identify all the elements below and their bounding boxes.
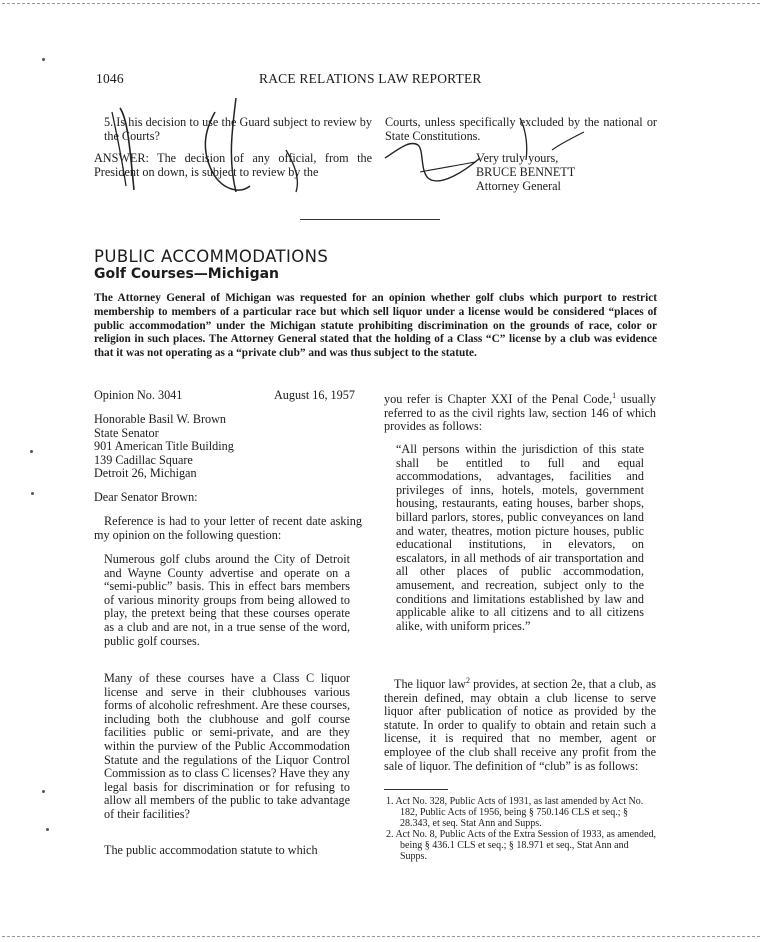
- section-subtitle: Golf Courses—Michigan: [94, 266, 280, 282]
- statute-reference: you refer is Chapter XXI of the Penal Code,$^1$ usually referred to as the civil rights law, section 146 of which provides as follows:: [384, 391, 656, 434]
- address-line: State Senator: [94, 425, 159, 440]
- page-number: 1046: [96, 71, 124, 86]
- opinion-number: Opinion No. 3041: [94, 388, 183, 402]
- signer-name: BRUCE BENNETT: [476, 165, 576, 179]
- reference-paragraph: Reference is had to your letter of recent date asking my opinion on the following question:: [94, 514, 362, 542]
- closing: Very truly yours,: [476, 151, 559, 165]
- statute-quote: “All persons within the jurisdiction of this state shall be entitled to full and equal accommodations, advantages, facilities and privileges of inns, hotels, motels, government housing, restaurants, eating houses, barber shops, billard parlors, stores, public conveyances on land and water, theatres, motion picture houses, public educational institutions, in elevators, on escalators, in all methods of air transportation and all other places of public accommodation, amusement, and recreation, subject only to the conditions and limitations established by law and applicable alike to all citizens and to all citizens alike, with uniform prices.”: [396, 442, 644, 633]
- address-line: 139 Cadillac Square: [94, 452, 193, 467]
- address-line: Honorable Basil W. Brown: [94, 412, 227, 426]
- prior-continuation: Courts, unless specifically excluded by the national or State Constitutions.: [385, 115, 657, 143]
- footnotes: [386, 796, 656, 862]
- footnote-ref-2: 2: [465, 676, 470, 685]
- footnote: 1. Act No. 328, Public Acts of 1931, as last amended by Act No. 182, Public Acts of 1956, being § 750.146 CLS et seq.; § 28.343, et seq. Stat Ann and Supps.: [386, 796, 644, 829]
- opinion-date: August 16, 1957: [274, 388, 355, 402]
- scan-speck: [31, 492, 34, 495]
- section-divider: [300, 219, 440, 220]
- answer-text: The decision of any official, from the President on down, is subject to review by the: [94, 151, 373, 179]
- answer-label: ANSWER:: [94, 151, 149, 165]
- scan-edge-bottom: [2, 936, 760, 937]
- liquor-law-paragraph: The liquor law$^2$ provides, at section 2e, that a club, as therein defined, may obtain a club license to serve liquor after publication of notice as provided by the statute. In order to qualify to obtain and retain such a license, it is required that no member, agent or employee of the club shall receive any profit from the sale of liquor. The definition of “club” is as follows:: [384, 676, 656, 773]
- address-line: Detroit 26, Michigan: [94, 466, 197, 481]
- section-title: PUBLIC ACCOMMODATIONS: [94, 247, 329, 266]
- address-block: [94, 413, 364, 481]
- footnote: 2. Act No. 8, Public Acts of the Extra Session of 1933, as amended, being § 436.1 CLS et seq.; § 18.971 et seq., Stat Ann and Supps.: [386, 829, 656, 862]
- footnote-ref-1: 1: [612, 391, 617, 400]
- question-quote-1: Numerous golf clubs around the City of Detroit and Wayne County advertise and operate on a “semi-public” basis. This in effect bars members of various minority groups from being allowed to play, the pretext being that these courses operate as a club and are not, in a true sense of the word, public golf courses.: [104, 552, 350, 648]
- address-line: 901 American Title Building: [94, 439, 234, 454]
- statute-intro: The public accommodation statute to which: [104, 843, 318, 857]
- scan-speck: [42, 790, 45, 793]
- running-title: RACE RELATIONS LAW REPORTER: [259, 71, 482, 86]
- signer-title: Attorney General: [476, 179, 561, 193]
- prior-question: 5. Is his decision to use the Guard subject to review by the Courts?: [104, 115, 372, 143]
- scan-speck: [46, 828, 49, 831]
- question-quote-2: Many of these courses have a Class C liquor license and serve in their clubhouses various forms of alcoholic refreshment. Are these courses, including both the clubhouse and golf course facilities public or semi-private, and are they within the purview of the Public Accommodation Statute and the regulations of the Liquor Control Commission as to class C licenses? Have they any legal basis for discrimination or for refusing to allow all members of the public to take advantage of their facilities?: [104, 671, 350, 821]
- handwritten-annotation: [0, 0, 763, 240]
- headnote: The Attorney General of Michigan was requested for an opinion whether golf clubs which purport to restrict membership to members of a particular race but which sell liquor under a license would be considered “places of public accommodation” under the Michigan statute prohibiting discrimination on the grounds of race, color or religion in such places. The Attorney General stated that the holding of a Class “C” license by a club was evidence that it was not operating as a “private club” and was thus subject to the statute.: [94, 292, 657, 360]
- salutation: Dear Senator Brown:: [94, 490, 198, 504]
- footnote-rule: [384, 789, 448, 790]
- scan-speck: [30, 450, 33, 453]
